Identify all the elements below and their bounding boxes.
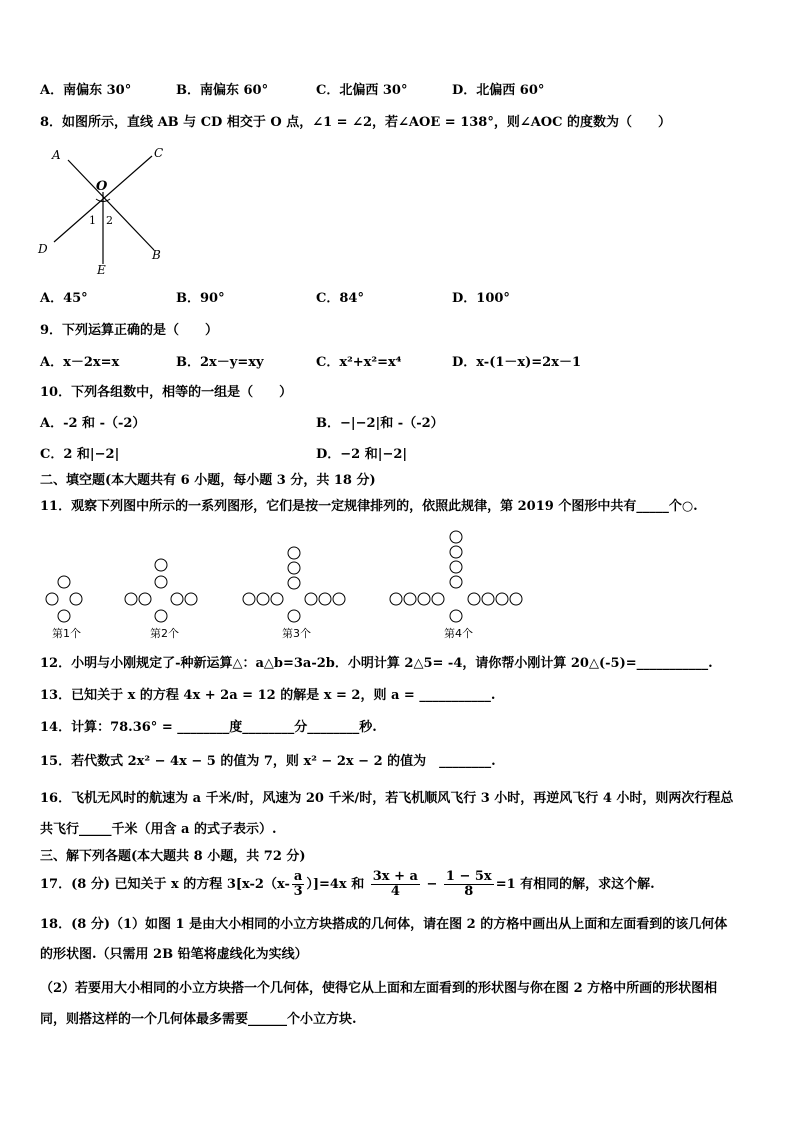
q10-option-a: A．-2 和 -（-2） (40, 416, 146, 431)
q17-frac-3x-plus-a: $\frac{3x + a}{4}$ (372, 869, 418, 899)
q18-line4: 同，则搭这样的一个几何体最多需要______个小立方块. (40, 1012, 357, 1027)
q17-minus: − (426, 877, 438, 892)
q10-option-b: B．−|−2|和 -（-2） (316, 416, 444, 431)
q17-frac-1-minus-5x: $\frac{1 - 5x}{8}$ (445, 869, 492, 899)
section2-heading: 二、填空题(本大题共有 6 小题，每小题 3 分，共 18 分) (40, 473, 376, 488)
q11-fig4-label: 第4个 (444, 627, 473, 640)
q18-line2: 的形状图.（只需用 2B 铅笔将虚线化为实线） (40, 947, 308, 962)
q10-option-c: C．2 和|−2| (40, 447, 120, 462)
q13-question: 13．已知关于 x 的方程 4x + 2a = 12 的解是 x = 2，则 a = ___________. (40, 688, 496, 703)
q12-question: 12．小明与小刚规定了-种新运算△：a△b=3a-2b．小明计算 2△5= -4，请你帮小刚计算 20△(-5)=___________. (40, 656, 713, 671)
q8-figure (30, 142, 180, 282)
q17-question (40, 868, 655, 902)
label-d: D (38, 242, 48, 256)
label-o: O (96, 179, 108, 194)
label-2: 2 (106, 214, 113, 227)
section3-heading: 三、解下列各题(本大题共 8 小题，共 72 分) (40, 849, 306, 864)
q7-option-b: B．南偏东 60° (176, 83, 269, 98)
q8-option-b: B．90° (176, 291, 225, 306)
q18-line1: 18．(8 分)（1）如图 1 是由大小相同的小立方块搭成的几何体，请在图 2 的方格中画出从上面和左面看到的该几何体 (40, 917, 728, 932)
q18-line3: （2）若要用大小相同的小立方块搭一个几何体，使得它从上面和左面看到的形状图与你在图 2 方格中所画的形状图相 (40, 981, 718, 996)
q9-question: 9．下列运算正确的是（ ） (40, 323, 219, 338)
q9-option-b: B．2x－y=xy (176, 355, 264, 370)
q9-option-d: D．x-(1－x)=2x－1 (452, 355, 582, 370)
q17-frac-a-3: $\frac{a}{3}$ (293, 869, 303, 899)
q11-fig2-label: 第2个 (150, 627, 179, 640)
q7-option-d: D．北偏西 60° (452, 83, 545, 98)
q16-line1: 16．飞机无风时的航速为 a 千米/时，风速为 20 千米/时，若飞机顺风飞行 3 小时，再逆风飞行 4 小时，则两次行程总 (40, 791, 734, 806)
q15-question: 15．若代数式 2x² − 4x − 5 的值为 7，则 x² − 2x − 2 的值为 ________. (40, 754, 496, 769)
q7-option-a: A．南偏东 30° (40, 83, 132, 98)
label-1: 1 (89, 214, 96, 227)
q8-question: 8．如图所示，直线 AB 与 CD 相交于 O 点，∠1 = ∠2，若∠AOE = 138°，则∠AOC 的度数为（ ） (40, 115, 672, 130)
q11-question: 11．观察下列图中所示的一系列图形，它们是按一定规律排列的，依照此规律，第 2019 个图形中共有_____个○. (40, 499, 698, 514)
q7-option-c: C．北偏西 30° (316, 83, 408, 98)
q16-line2: 共飞行_____千米（用含 a 的式子表示）. (40, 822, 277, 837)
q8-option-d: D．100° (452, 291, 510, 306)
q17-part2: ）]=4x 和 (306, 877, 365, 892)
q8-option-a: A．45° (40, 291, 88, 306)
label-e: E (97, 263, 106, 277)
q9-option-a: A．x－2x=x (40, 355, 120, 370)
label-c: C (154, 146, 164, 160)
label-a: A (52, 148, 61, 162)
q10-option-d: D．−2 和|−2| (316, 447, 408, 462)
q17-part1: 17．(8 分) 已知关于 x 的方程 3[x-2（x- (40, 877, 290, 892)
q11-fig1-label: 第1个 (52, 627, 81, 640)
q11-fig3-label: 第3个 (282, 627, 311, 640)
q9-option-c: C．x²+x²=x⁴ (316, 355, 402, 370)
q10-question: 10．下列各组数中，相等的一组是（ ） (40, 385, 293, 400)
label-b: B (152, 248, 161, 262)
line-ab (68, 160, 154, 250)
q14-question: 14．计算：78.36° = ________度________分________秒. (40, 720, 377, 735)
q8-option-c: C．84° (316, 291, 364, 306)
q17-part3: =1 有相同的解，求这个解. (495, 877, 655, 892)
